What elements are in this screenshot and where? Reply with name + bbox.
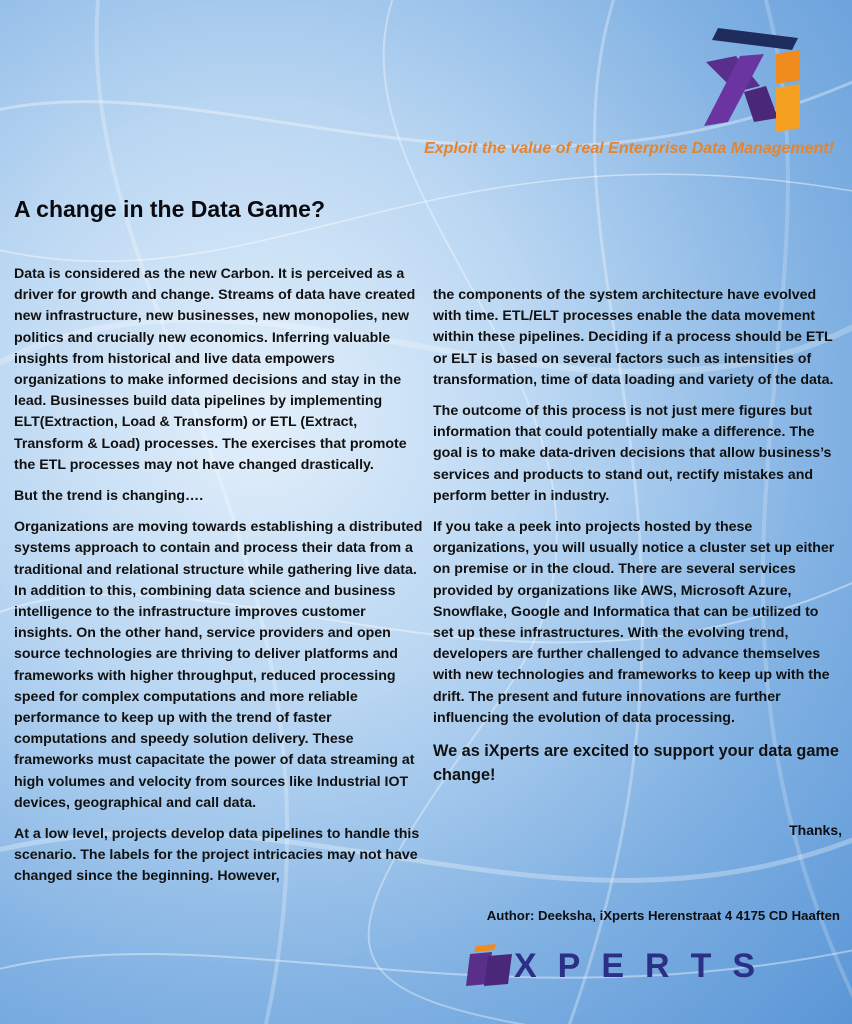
paragraph: The outcome of this process is not just mere figures but information that could potentially make a difference. The goal is to make data-driven decisions that allow business’s services and products to stand out, rectify mistakes and perform better in industry. — [433, 403, 832, 504]
paragraph: If you take a peek into projects hosted by these organizations, you will usually notice a cluster set up either on premise or in the cloud. There are several services provided by organizations like AWS, Microsoft Azure, Snowflake, Google and Informatica that can be utilized to set up these infrastructures. With the evolving trend, developers are further challenged to advance themselves with new technologies and frameworks to keep up with the drift. The present and future innovations are further influencing the evolution of data processing. — [433, 519, 835, 726]
brand-wordmark — [462, 944, 832, 988]
author-line: Author: Deeksha, iXperts Herenstraat 4 4175 CD Haaften — [486, 908, 840, 923]
tagline: Exploit the value of real Enterprise Data Management! — [424, 140, 834, 157]
right-column — [433, 285, 841, 797]
paragraph: the components of the system architecture have evolved with time. ETL/ELT processes enable the data movement within these pipelines. Deciding if a process should be ETL or ELT is based on several factors such as intensities of transformation, time of data loading and variety of the data. — [433, 287, 834, 388]
closing-thanks: Thanks, — [789, 822, 842, 838]
brand-i-icon — [462, 944, 514, 988]
brand-name: XPERTS — [514, 947, 777, 985]
left-column — [14, 264, 424, 898]
paragraph: But the trend is changing…. — [14, 488, 204, 505]
paragraph: Data is considered as the new Carbon. It is perceived as a driver for growth and change. Streams of data have created new infrastructure, new businesses, new monopolies, new politics and crucially new economics. Inferring valuable insights from historical and live data empowers organizations to make informed decisions and stay in the lead. Businesses build data pipelines by implementing ELT(Extraction, Load & Transform) or ETL (Extract, Transform & Load) processes. The exercises that promote the ETL processes may not have changed drastically. — [14, 266, 416, 473]
paragraph: Organizations are moving towards establishing a distributed systems approach to contain and process their data from a traditional and relational structure while gathering live data. In addition to this, combining data science and business intelligence to the infrastructure improves customer insights. On the other hand, service providers and open source technologies are thriving to deliver platforms and frameworks with higher throughput, reduced processing speed for complex computations and more reliable performance to keep up with the trend of faster computations and speedy solution delivery. These frameworks must capacitate the power of data streaming at high volumes and velocity from sources like Industrial IOT devices, geographical and call data. — [14, 519, 423, 811]
page-title: A change in the Data Game? — [14, 196, 325, 222]
ixperts-logo-icon — [700, 22, 810, 138]
callout: We as iXperts are excited to support your data game change! — [433, 742, 839, 785]
paragraph: At a low level, projects develop data pipelines to handle this scenario. The labels for the project intricacies may not have changed since the beginning. However, — [14, 826, 420, 885]
